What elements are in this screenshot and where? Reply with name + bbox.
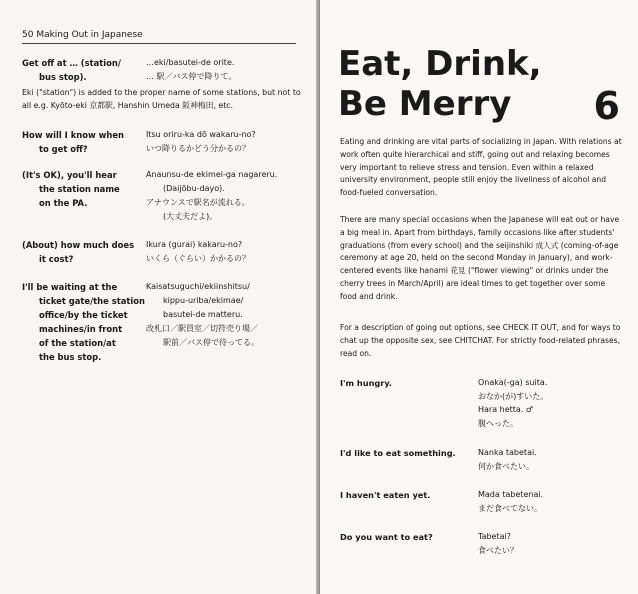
chapter-title-line: Eat, Drink, — [338, 44, 542, 84]
usage-note: Eki ("station") is added to the proper name of some stations, but not to all e.g. Kyōto-eki 京都駅, Hanshin Umeda 阪神梅田, etc. — [22, 88, 301, 110]
japanese-line: おなか(が)すいた。 — [478, 391, 549, 401]
english-line: (About) how much does — [22, 240, 135, 250]
romaji-line: Onaka(-ga) suita. — [478, 378, 548, 387]
english-phrase — [22, 168, 158, 210]
japanese-line: 何か食べたい。 — [478, 461, 534, 471]
right-page — [320, 0, 638, 594]
english-line: the bus stop. — [39, 352, 102, 362]
japanese-line: いくら（ぐらい）かかるの？ — [146, 254, 250, 263]
english-line: it cost? — [39, 254, 74, 264]
japanese-line: 食べたい？ — [478, 545, 518, 555]
intro-paragraph: There are many special occasions when the Japanese will eat out or have a big meal in. Apart from birthdays, family occasions like after students' graduations (from every school) and the seijinshiki 成人式 (coming-of-age ceremony at age 20, held on the second Monday in January), and work-centered events like hanami 花見 ("flower viewing" or drinks under the cherry trees in March/April) are ideal times to get together over some food and drink. — [340, 215, 620, 301]
english-phrase: Do you want to eat? — [340, 532, 433, 542]
japanese-phrase — [146, 56, 306, 84]
english-phrase — [22, 280, 158, 364]
english-line: the station name — [39, 184, 120, 194]
romaji-line: Hara hetta. ♂ — [478, 405, 534, 414]
japanese-phrase — [478, 446, 618, 473]
romaji-line: kippu-uriba/ekimae/ — [163, 296, 244, 305]
english-line: machines/in front — [39, 324, 123, 334]
japanese-line: アナウンスで駅名が流れる。 — [146, 198, 250, 207]
header-rule — [22, 43, 296, 44]
romaji-line: Ikura (gurai) kakaru-no? — [146, 240, 243, 249]
english-line: office/by the ticket — [39, 310, 128, 320]
japanese-phrase — [478, 530, 618, 557]
intro-paragraph: For a description of going out options, see CHECK IT OUT, and for ways to chat up the opposite sex, see CHITCHAT. For strictly food-related phrases, read on. — [340, 323, 621, 358]
english-phrase: I haven't eaten yet. — [340, 490, 431, 500]
english-line: Get off at … (station/ — [22, 58, 121, 68]
romaji-line: Itsu oriru-ka dō wakaru-no? — [146, 130, 256, 139]
english-line: ticket gate/the station — [39, 296, 145, 306]
english-line: I'll be waiting at the — [22, 282, 118, 292]
english-phrase — [22, 238, 158, 266]
japanese-phrase — [478, 376, 618, 430]
japanese-line: … 駅／バス停で降りて。 — [146, 72, 237, 81]
romaji-line: (Daijōbu-dayo). — [163, 184, 225, 193]
english-phrase — [22, 128, 158, 156]
romaji-line: …eki/basutei-de orite. — [146, 58, 235, 67]
romaji-line: Anaunsu-de ekimei-ga nagareru. — [146, 170, 278, 179]
chapter-title-line: Be Merry — [338, 84, 512, 124]
japanese-line: 腹へった。 — [478, 418, 518, 428]
japanese-phrase — [478, 488, 618, 515]
intro-paragraph: Eating and drinking are vital parts of socializing in Japan. With relations at work often quite hierarchical and stiff, going out and relaxing becomes very important to relieve stress and tension. Even within a relaxed university environment, people still enjoy the liveliness of alcohol and food-fueled conversation. — [340, 137, 622, 198]
english-phrase: I'm hungry. — [340, 378, 393, 388]
english-line: (It's OK), you'll hear — [22, 170, 117, 180]
japanese-line: (大丈夫だよ)。 — [163, 212, 218, 221]
japanese-phrase — [146, 168, 306, 224]
romaji-line: Mada tabetenai. — [478, 490, 544, 499]
japanese-line: 駅前／バス停で待ってる。 — [163, 338, 259, 347]
english-phrase — [22, 56, 158, 84]
chapter-number: 6 — [593, 84, 620, 128]
chapter-title — [338, 44, 548, 124]
english-line: of the station/at — [39, 338, 116, 348]
english-line: on the PA. — [39, 198, 88, 208]
left-page — [0, 0, 316, 594]
japanese-line: いつ降りるかどう分かるの？ — [146, 144, 250, 153]
romaji-line: Kaisatsuguchi/ekiinshitsu/ — [146, 282, 250, 291]
english-line: to get off? — [39, 144, 88, 154]
running-header: 50 Making Out in Japanese — [22, 30, 143, 40]
english-line: How will I know when — [22, 130, 124, 140]
romaji-line: Tabetai? — [478, 532, 511, 541]
english-line: bus stop). — [39, 72, 87, 82]
japanese-line: 改札口／駅員室／切符売り場／ — [146, 324, 258, 333]
japanese-phrase — [146, 128, 306, 156]
japanese-phrase — [146, 280, 306, 350]
romaji-line: basutei-de matteru. — [163, 310, 243, 319]
english-phrase: I'd like to eat something. — [340, 448, 456, 458]
japanese-line: まだ食べてない。 — [478, 503, 542, 513]
japanese-phrase — [146, 238, 306, 266]
romaji-line: Nanka tabetai. — [478, 448, 537, 457]
